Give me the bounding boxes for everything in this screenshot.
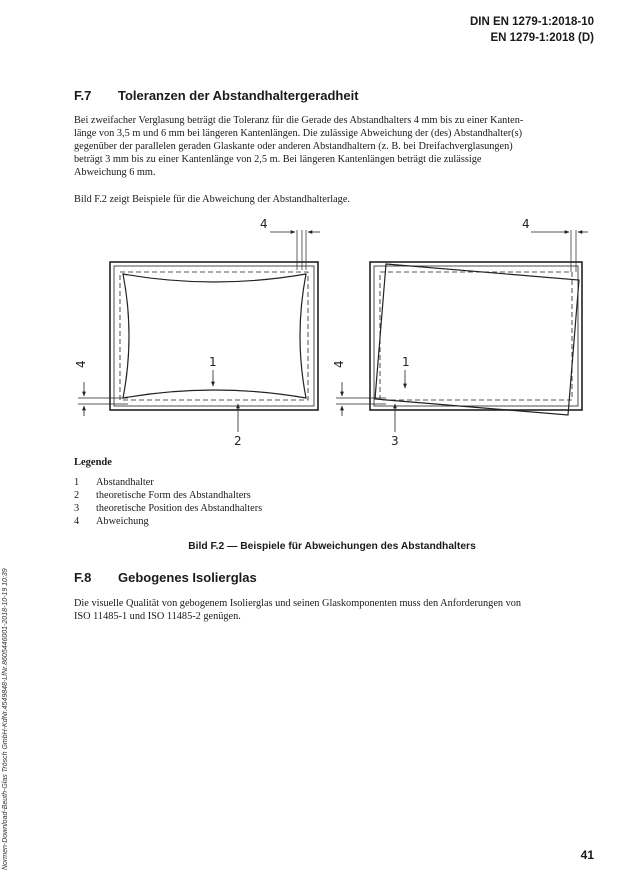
bowed-spacer (123, 274, 306, 398)
header-standard-din: DIN EN 1279-1:2018-10 (469, 16, 594, 28)
theoretical-spacer-shape (120, 272, 308, 400)
section-f7-paragraph (74, 114, 590, 179)
legend-list (74, 476, 262, 528)
section-f8-number: F.8 (74, 570, 92, 585)
figure-left-label-top: 4 (260, 217, 268, 231)
legend-title: Legende (74, 457, 112, 468)
legend-item (74, 489, 262, 502)
figure-left-label-inner: 1 (209, 355, 217, 369)
figure-reference-paragraph: Bild F.2 zeigt Beispiele für die Abweichung der Abstandhalterlage. (74, 194, 350, 205)
page-number: 41 (580, 848, 594, 862)
download-watermark-text: Normen-Download-Beuth-Glas Trösch GmbH-KdNr.4549848-LfNr.8605446001-2018-10-19 10:39 (2, 568, 9, 870)
figure-left-label-side: 4 (74, 360, 88, 368)
figure-caption: Bild F.2 — Beispiele für Abweichungen des Abstandhalters (188, 541, 476, 552)
glass-outline-inner (114, 266, 314, 406)
paragraph-line: gegenüber der parallelen geraden Glaskante oder anderen Abstandhaltern (z. B. bei Dreifachverglasungen) (74, 141, 513, 152)
paragraph-line: länge von 3,5 m und 6 mm bei längeren Kantenlängen. Die zulässige Abweichung der (des) Abstandhalter(s) (74, 128, 523, 139)
legend-item-number: 1 (74, 477, 80, 488)
section-f7-heading (74, 88, 359, 103)
legend-item-text: theoretische Position des Abstandhalters (96, 503, 263, 514)
legend-item-text: Abweichung (96, 516, 149, 527)
section-f8-paragraph (74, 597, 590, 623)
paragraph-line: Bei zweifacher Verglasung beträgt die Toleranz für die Gerade des Abstandhalters 4 mm bis zu einer Kanten- (74, 115, 524, 126)
legend-item (74, 515, 262, 528)
section-f7-number: F.7 (74, 88, 92, 103)
figure-left-label-bottom: 2 (234, 434, 242, 448)
legend-item (74, 476, 262, 489)
paragraph-line: Abweichung 6 mm. (74, 167, 156, 178)
figure-left-bowed-spacer (78, 230, 320, 432)
legend-item-number: 4 (74, 516, 80, 527)
glass-outline-outer (110, 262, 318, 410)
section-f7-title: Toleranzen der Abstandhaltergeradheit (118, 88, 359, 103)
section-f8-title: Gebogenes Isolierglas (118, 570, 257, 585)
download-watermark (2, 540, 14, 870)
legend-item-text: theoretische Form des Abstandhalters (96, 490, 251, 501)
legend-item-number: 3 (74, 503, 80, 514)
figure-right-label-side: 4 (332, 360, 346, 368)
glass-outline-outer (370, 262, 582, 410)
theoretical-spacer-position (380, 272, 572, 400)
legend-item (74, 502, 262, 515)
section-f8-heading (74, 570, 257, 585)
figure-right-label-top: 4 (522, 217, 530, 231)
rotated-spacer (375, 264, 579, 415)
figure-f2 (68, 210, 598, 460)
figure-right-label-bottom: 3 (391, 434, 399, 448)
paragraph-line: beträgt 3 mm bis zu einer Kantenlänge von 2,5 m. Bei längeren Kantenlängen beträgt die zulässige (74, 154, 482, 165)
header-standard-en: EN 1279-1:2018 (D) (490, 32, 594, 44)
legend-item-number: 2 (74, 490, 80, 501)
figure-right-rotated-spacer (336, 230, 588, 432)
paragraph-line: Die visuelle Qualität von gebogenem Isolierglas und seinen Glaskomponenten muss den Anforderungen von (74, 598, 522, 609)
legend-item-text: Abstandhalter (96, 477, 154, 488)
figure-right-label-inner: 1 (402, 355, 410, 369)
paragraph-line: ISO 11485-1 und ISO 11485-2 genügen. (74, 611, 241, 622)
document-header (470, 14, 594, 46)
